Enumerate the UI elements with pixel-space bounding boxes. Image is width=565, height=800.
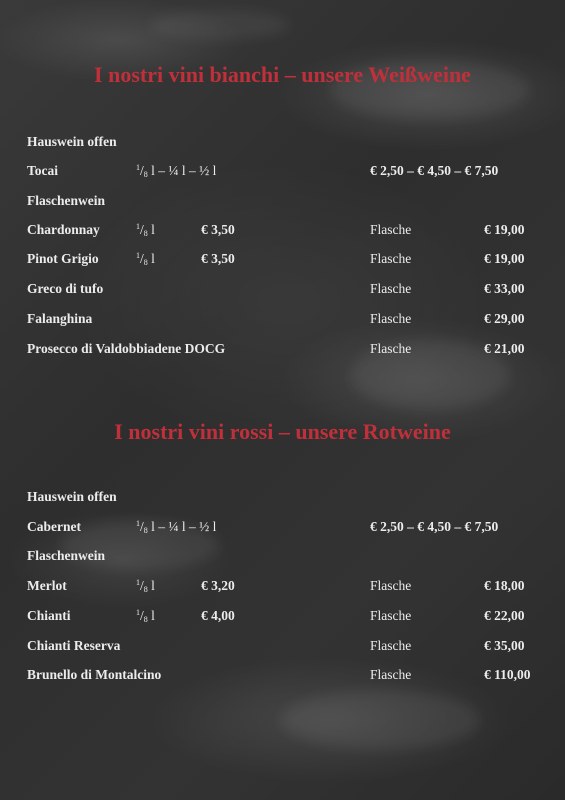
house-wine-label-text: Hauswein offen <box>27 489 117 504</box>
wine-bottle-price: € 29,00 <box>484 311 525 326</box>
wine-row <box>0 638 565 658</box>
wine-glass-size: $^1/_8$ l <box>136 251 155 267</box>
wine-row <box>0 222 565 242</box>
house-wine-sizes: $^1/_8$ l – ¼ l – ½ l <box>136 163 217 179</box>
house-wine-prices: € 2,50 – € 4,50 – € 7,50 <box>370 163 499 178</box>
wine-glass-price: € 3,50 <box>201 222 235 237</box>
wine-row <box>0 667 565 687</box>
house-wine-label <box>0 134 565 154</box>
house-wine-sizes: $^1/_8$ l – ¼ l – ½ l <box>136 519 217 535</box>
house-wine-name: Tocai <box>27 163 59 178</box>
wine-glass-size: $^1/_8$ l <box>136 608 155 624</box>
chalk-smudge <box>280 690 480 750</box>
wine-name: Greco di tufo <box>27 281 104 296</box>
wine-row <box>0 608 565 628</box>
red-wines-heading: I nostri vini rossi – unsere Rotweine <box>114 419 451 444</box>
bottle-wine-label-text: Flaschenwein <box>27 548 106 563</box>
wine-glass-price: € 4,00 <box>201 608 235 623</box>
wine-glass-price: € 3,50 <box>201 251 235 266</box>
house-wine-name: Cabernet <box>27 519 81 534</box>
wine-bottle-price: € 22,00 <box>484 608 525 623</box>
wine-name: Pinot Grigio <box>27 251 99 266</box>
wine-row <box>0 281 565 301</box>
wine-bottle-label: Flasche <box>370 638 412 653</box>
wine-row <box>0 251 565 271</box>
house-wine-row <box>0 519 565 539</box>
wine-bottle-price: € 35,00 <box>484 638 525 653</box>
wine-bottle-label: Flasche <box>370 281 412 296</box>
bottle-wine-label <box>0 193 565 213</box>
wine-bottle-price: € 110,00 <box>484 667 531 682</box>
chalk-smudge <box>150 10 290 40</box>
wine-name: Chianti Reserva <box>27 638 121 653</box>
wine-bottle-price: € 18,00 <box>484 578 525 593</box>
wine-bottle-price: € 19,00 <box>484 251 525 266</box>
house-wine-row <box>0 163 565 183</box>
wine-row <box>0 578 565 598</box>
wine-bottle-label: Flasche <box>370 578 412 593</box>
wine-bottle-price: € 21,00 <box>484 341 525 356</box>
wine-glass-size: $^1/_8$ l <box>136 222 155 238</box>
bottle-wine-label <box>0 548 565 568</box>
wine-name: Prosecco di Valdobbiadene DOCG <box>27 341 226 356</box>
wine-bottle-label: Flasche <box>370 608 412 623</box>
wine-bottle-label: Flasche <box>370 251 412 266</box>
house-wine-prices: € 2,50 – € 4,50 – € 7,50 <box>370 519 499 534</box>
wine-bottle-label: Flasche <box>370 667 412 682</box>
house-wine-label <box>0 489 565 509</box>
wine-bottle-price: € 33,00 <box>484 281 525 296</box>
wine-name: Merlot <box>27 578 67 593</box>
wine-bottle-label: Flasche <box>370 341 412 356</box>
wine-row <box>0 311 565 331</box>
wine-name: Brunello di Montalcino <box>27 667 162 682</box>
wine-bottle-label: Flasche <box>370 311 412 326</box>
wine-bottle-label: Flasche <box>370 222 412 237</box>
wine-name: Chianti <box>27 608 71 623</box>
wine-glass-price: € 3,20 <box>201 578 235 593</box>
wine-glass-size: $^1/_8$ l <box>136 578 155 594</box>
bottle-wine-label-text: Flaschenwein <box>27 193 106 208</box>
white-wines-heading: I nostri vini bianchi – unsere Weißweine <box>94 62 471 87</box>
wine-bottle-price: € 19,00 <box>484 222 525 237</box>
wine-row <box>0 341 565 361</box>
wine-name: Chardonnay <box>27 222 100 237</box>
wine-name: Falanghina <box>27 311 93 326</box>
house-wine-label-text: Hauswein offen <box>27 134 117 149</box>
